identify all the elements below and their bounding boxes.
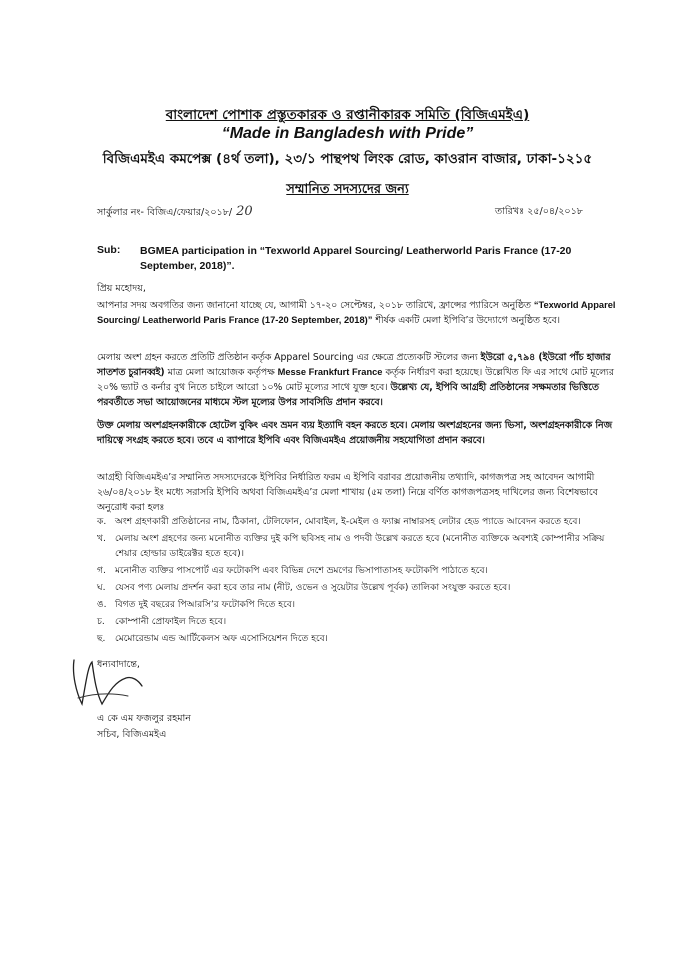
circular-reference (97, 204, 253, 221)
list-text: মেমোরেন্ডাম এন্ড আর্টিকেলস অফ এসোসিয়েশন দিতে হবে। (115, 634, 328, 644)
list-item (97, 515, 627, 530)
circular-number: 20 (236, 204, 253, 219)
list-text: মেলায় অংশ গ্রহণের জন্য মনোনীত ব্যক্তির দুই কপি ছবিসহ নাম ও পদবী উল্লেখ করতে হবে (মনোনীত ব্যক্তিকে অবশ্যই কোম্পানীর সক্রিয় শেয়ার হোল্ডার ডাইরেক্টর হতে হবে)। (115, 534, 605, 559)
list-item (97, 598, 627, 613)
para1-text-a: আপনার সদয় অবগতির জন্য জানানো যাচ্ছে যে, আগামী ১৭-২০ সেপ্টেম্বর, ২০১৮ তারিখে, ফ্রান্সের প্যারিসে অনুষ্ঠিত (97, 300, 534, 311)
closing-text: ধন্যবাদান্তে, (97, 659, 140, 670)
para2-text-e: কর্তৃক নির্ধারণ করা হয়েছে। উল্লেখিত ফি এর সাথে মোট মূল্যের ২০% ভ্যাট ও কর্নার বুথ নিতে চাইলে আরো ১০% মোট মূল্যের সাথে যুক্ত হবে। (97, 367, 614, 393)
list-item (97, 615, 627, 630)
subsidy-note: উল্লেখ্য যে, ইপিবি আগ্রহী প্রতিষ্ঠানের সক্ষমতার ভিত্তিতে পরবর্তীতে সভা আয়োজনের মাধ্যমে স্টল মূল্যের উপর সাবসিডি প্রদান করবে। (97, 382, 599, 408)
paragraph-fees (97, 350, 625, 410)
para4-text: আগ্রহী বিজিএমইএ’র সম্মানিত সদস্যদেরকে ইপিবির নির্ধারিত ফরম এ ইপিবি বরাবর প্রয়োজনীয় তথ্যাদি, কাগজপত্র সহ আবেদন আগামী ২৬/০৪/২০১৮ ইং মধ্যে সরাসরি ইপিবি অথবা বিজিএমইএ’র মেলা শাখায় (৫ম তলা) নিম্নে বর্ণিত কাগজপত্রসহ দাখিলের জন্য বিশেষভাবে অনুরোধ করা হলঃ (97, 472, 598, 513)
signatory-title: সচিব, বিজিএমইএ (97, 729, 167, 740)
list-marker: খ. (97, 534, 106, 544)
list-marker: চ. (97, 617, 105, 627)
signatory-name: এ কে এম ফজলুর রহমান (97, 713, 191, 724)
list-marker: গ. (97, 566, 106, 576)
letter-date: তারিখঃ ২৫/০৪/২০১৮ (495, 206, 583, 217)
circular-label: সার্কুলার নং- বিজিএ/ফেয়ার/২০১৮/ (97, 207, 233, 218)
para1-text-c: শীর্ষক একটি মেলা ইপিবি’র উদ্যোগে অনুষ্ঠিত হবে। (372, 315, 560, 326)
stall-fee: ইউরো ৫,৭৯৪ (ইউরো পাঁচ হাজার সাতশত চুরানব্বই) (97, 352, 611, 378)
list-text: বিগত দুই বছরের পিআরসি’র ফটোকপি দিতে হবে। (115, 600, 296, 610)
para2-text-a: মেলায় অংশ গ্রহন করতে প্রতিটি প্রতিষ্ঠান কর্তৃক Apparel Sourcing এর ক্ষেত্রে প্রত্যেকটি স্টলের জন্য (97, 352, 481, 363)
subject-label: Sub: (97, 244, 121, 256)
list-text: কোম্পানী প্রোফাইল দিতে হবে। (115, 617, 227, 627)
addressee-heading: সম্মানিত সদস্যদের জন্য (286, 182, 409, 197)
event-name: “Texworld Apparel Sourcing/ Leatherworld Paris France (17-20 September, 2018)” (97, 300, 616, 325)
list-marker: ক. (97, 517, 107, 527)
organizer-name: Messe Frankfurt France (277, 367, 383, 377)
list-text: মনোনীত ব্যক্তির পাসপোর্ট এর ফটোকপি এবং বিভিন্ন দেশে ভ্রমণের ভিসাপাতাসহ ফটোকপি পাঠাতে হবে। (115, 566, 488, 576)
list-item (97, 632, 627, 647)
paragraph-hotel-visa: উক্ত মেলায় অংশগ্রহনকারীকে হোটেল বুকিং এবং ভ্রমন ব্যয় ইত্যাদি বহন করতে হবে। মেলায় অংশগ্রহনের জন্য ভিসা, অংশগ্রহনকারীকে নিজ দায়িত্বে সংগ্রহ করতে হবে। তবে এ ব্যাপারে ইপিবি এবং বিজিএমইএ প্রয়োজনীয় সহযোগিতা প্রদান করবে। (97, 420, 612, 446)
list-item (97, 581, 627, 596)
organization-name: বাংলাদেশ পোশাক প্রস্তুতকারক ও রপ্তানীকারক সমিতি (বিজিএমইএ) (165, 107, 530, 123)
paragraph-announcement (97, 298, 625, 328)
list-marker: ঘ. (97, 583, 106, 593)
salutation: প্রিয় মহোদয়, (97, 283, 146, 294)
list-item (97, 532, 627, 562)
list-text: অংশ গ্রহণকারী প্রতিষ্ঠানের নাম, ঠিকানা, টেলিফোন, মোবাইল, ই-মেইল ও ফ্যাক্স নাম্বারসহ লেটার হেড প্যাডে আবেদন করতে হবে। (115, 517, 581, 527)
list-marker: ছ. (97, 634, 106, 644)
para2-text-c: মাত্র মেলা আয়োজক কর্তৃপক্ষ (164, 367, 278, 378)
list-text: যেসব পণ্য মেলায় প্রদর্শন করা হবে তার নাম (নীট, ওভেন ও সুয়েটার উল্লেখ পূর্বক) তালিকা সংযুক্ত করতে হবে। (115, 583, 511, 593)
subject-text: BGMEA participation in “Texworld Apparel Sourcing/ Leatherworld Paris France (17-20 September, 2018)”. (140, 245, 572, 272)
organization-tagline: “Made in Bangladesh with Pride” (221, 125, 474, 142)
paragraph-application (97, 470, 625, 515)
list-marker: ঙ. (97, 600, 107, 610)
list-item (97, 564, 627, 579)
requirements-list (97, 515, 627, 649)
organization-address: বিজিএমইএ কমপেক্স (৪র্থ তলা), ২৩/১ পান্থপথ লিংক রোড, কাওরান বাজার, ঢাকা-১২১৫ (102, 151, 593, 167)
